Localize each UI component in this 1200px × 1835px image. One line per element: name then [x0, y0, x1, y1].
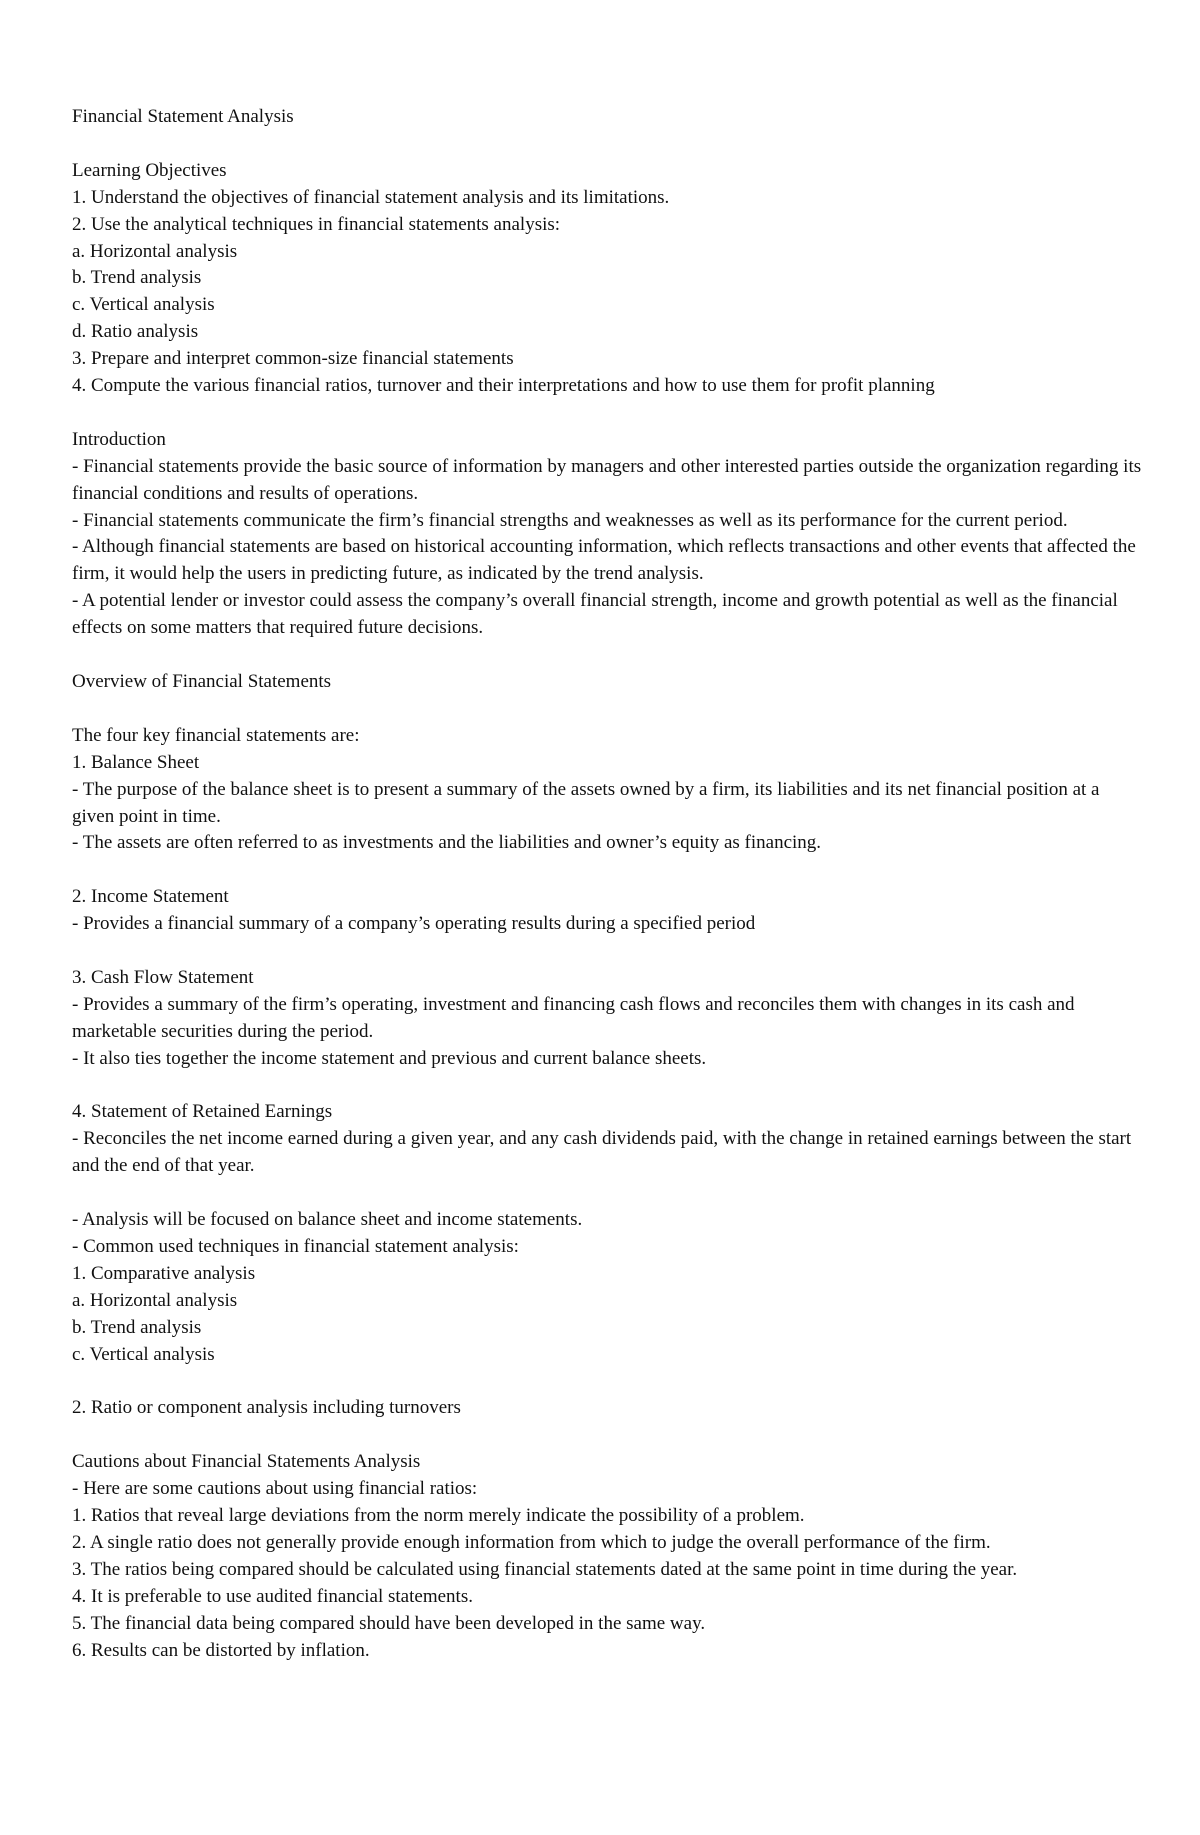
balance-sheet-paragraph: - The purpose of the balance sheet is to present a summary of the assets owned by a firm, its liabilities and its net financial position at a given point in time.	[72, 778, 1100, 827]
cash-flow-heading: 3. Cash Flow Statement	[72, 966, 254, 988]
retained-earnings-paragraph: - Reconciles the net income earned during a given year, and any cash dividends paid, with the change in retained earnings between the start and the end of that year.	[72, 1128, 1132, 1177]
introduction-paragraph: - Financial statements provide the basic source of information by managers and other interested parties outside the organization regarding its financial conditions and results of operations.	[72, 455, 1142, 504]
balance-sheet-heading: 1. Balance Sheet	[72, 751, 200, 773]
techniques-line: - Common used techniques in financial statement analysis:	[72, 1235, 519, 1257]
caution-item: 4. It is preferable to use audited financial statements.	[72, 1585, 473, 1607]
objective-item: d. Ratio analysis	[72, 321, 199, 343]
spacer	[72, 1073, 1142, 1100]
caution-item: 5. The financial data being compared should have been developed in the same way.	[72, 1612, 706, 1634]
spacer	[72, 1180, 1142, 1207]
document-page	[72, 104, 1142, 1664]
caution-item: 2. A single ratio does not generally provide enough information from which to judge the overall performance of the firm.	[72, 1531, 991, 1553]
caution-item: 1. Ratios that reveal large deviations from the norm merely indicate the possibility of a problem.	[72, 1504, 805, 1526]
introduction-paragraph: - Financial statements communicate the firm’s financial strengths and weaknesses as well as its performance for the current period.	[72, 509, 1068, 531]
objective-item: 1. Understand the objectives of financial statement analysis and its limitations.	[72, 186, 670, 208]
techniques-line: - Analysis will be focused on balance sheet and income statements.	[72, 1209, 583, 1231]
objective-item: 3. Prepare and interpret common-size financial statements	[72, 348, 514, 370]
techniques-line: b. Trend analysis	[72, 1316, 202, 1338]
techniques-line: a. Horizontal analysis	[72, 1289, 238, 1311]
income-statement-paragraph: - Provides a financial summary of a company’s operating results during a specified period	[72, 913, 756, 935]
techniques-line: 1. Comparative analysis	[72, 1262, 256, 1284]
spacer	[72, 642, 1142, 669]
cash-flow-paragraph: - Provides a summary of the firm’s operating, investment and financing cash flows and reconciles them with changes in its cash and marketable securities during the period.	[72, 993, 1075, 1042]
spacer	[72, 857, 1142, 884]
objective-item: b. Trend analysis	[72, 267, 202, 289]
document-title: Financial Statement Analysis	[72, 106, 294, 127]
spacer	[72, 131, 1142, 158]
introduction-paragraph: - A potential lender or investor could assess the company’s overall financial strength, income and growth potential as well as the financial effects on some matters that required future decisions.	[72, 590, 1118, 639]
cautions-heading: Cautions about Financial Statements Analysis	[72, 1451, 421, 1473]
ratio-analysis-line: 2. Ratio or component analysis including turnovers	[72, 1397, 461, 1419]
learning-objectives-heading: Learning Objectives	[72, 159, 227, 181]
objective-item: c. Vertical analysis	[72, 294, 215, 316]
objective-item: a. Horizontal analysis	[72, 240, 238, 262]
overview-heading: Overview of Financial Statements	[72, 670, 332, 692]
spacer	[72, 696, 1142, 723]
caution-item: 6. Results can be distorted by inflation.	[72, 1639, 370, 1661]
objective-item: 4. Compute the various financial ratios, turnover and their interpretations and how to use them for profit planning	[72, 375, 935, 397]
objective-item: 2. Use the analytical techniques in financial statements analysis:	[72, 213, 561, 235]
retained-earnings-heading: 4. Statement of Retained Earnings	[72, 1101, 333, 1123]
techniques-line: c. Vertical analysis	[72, 1343, 215, 1365]
cash-flow-paragraph: - It also ties together the income statement and previous and current balance sheets.	[72, 1047, 707, 1069]
balance-sheet-paragraph: - The assets are often referred to as investments and the liabilities and owner’s equity as financing.	[72, 832, 822, 854]
spacer	[72, 938, 1142, 965]
introduction-paragraph: - Although financial statements are based on historical accounting information, which reflects transactions and other events that affected the firm, it would help the users in predicting future, as indicated by the trend analysis.	[72, 536, 1136, 585]
overview-intro: The four key financial statements are:	[72, 724, 360, 746]
introduction-heading: Introduction	[72, 428, 166, 450]
spacer	[72, 1422, 1142, 1449]
caution-item: 3. The ratios being compared should be calculated using financial statements dated at the same point in time during the year.	[72, 1558, 1018, 1580]
spacer	[72, 400, 1142, 427]
income-statement-heading: 2. Income Statement	[72, 886, 229, 908]
spacer	[72, 1368, 1142, 1395]
cautions-intro: - Here are some cautions about using financial ratios:	[72, 1478, 478, 1500]
